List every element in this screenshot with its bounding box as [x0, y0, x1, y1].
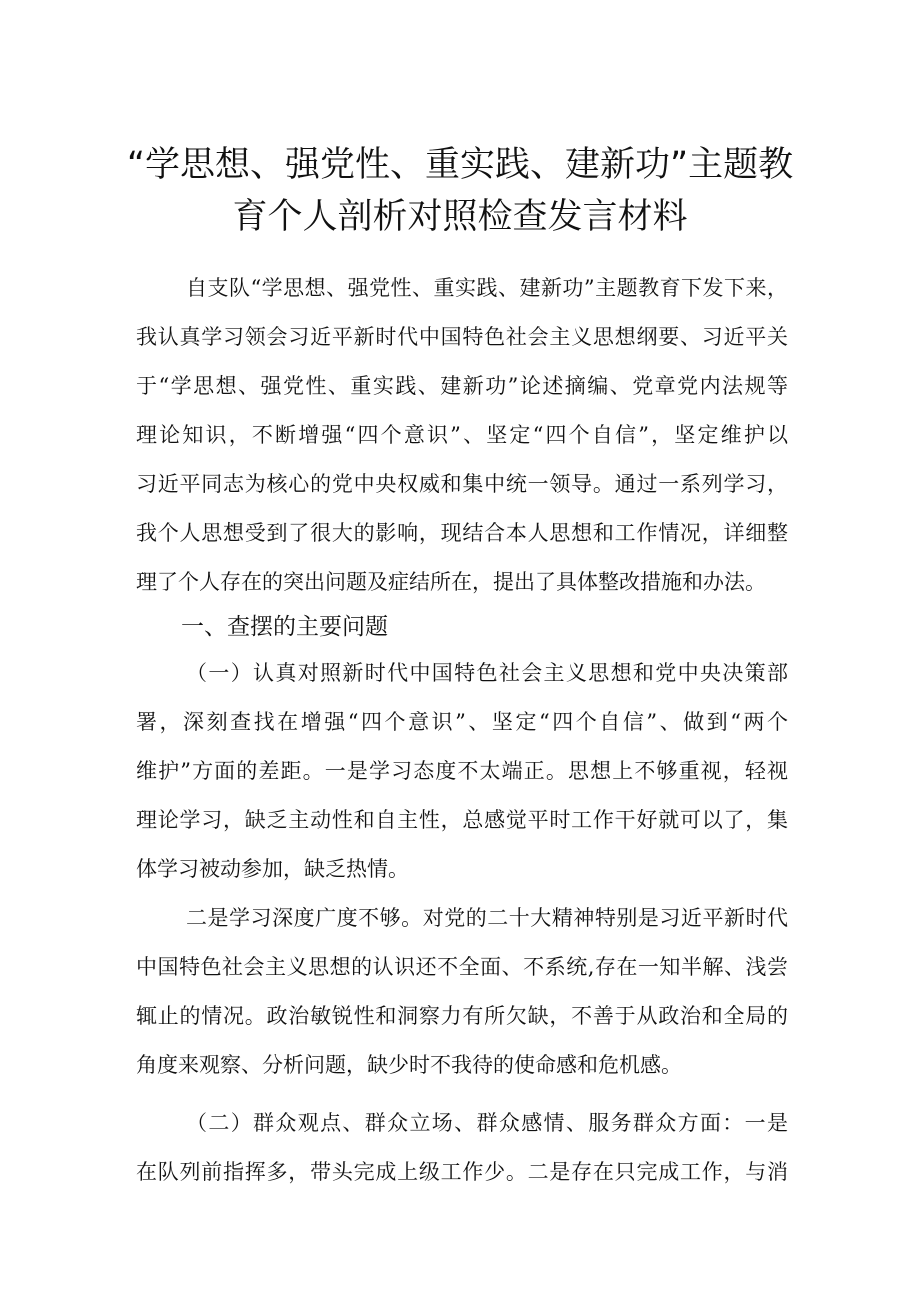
paragraph-2-line-4: 理论学习，缺乏主动性和自主性，总感觉平时工作干好就可以了，集 — [136, 808, 788, 832]
paragraph-3-line-3: 辄止的情况。政治敏锐性和洞察力有所欠缺，不善于从政治和全局的 — [136, 1004, 788, 1028]
paragraph-1-line-4: 理论知识，不断增强“四个意识”、坚定“四个自信”，坚定维护以 — [136, 423, 788, 447]
paragraph-4-line-1: （二）群众观点、群众立场、群众感情、服务群众方面：一是 — [186, 1111, 788, 1135]
section-heading: 一、查摆的主要问题 — [181, 614, 388, 640]
paragraph-4-line-2: 在队列前指挥多，带头完成上级工作少。二是存在只完成工作，与消 — [136, 1160, 788, 1184]
paragraph-2-line-1: （一）认真对照新时代中国特色社会主义思想和党中央决策部 — [186, 661, 788, 685]
paragraph-1-line-2: 我认真学习领会习近平新时代中国特色社会主义思想纲要、习近平关 — [136, 325, 788, 349]
paragraph-1-line-5: 习近平同志为核心的党中央权威和集中统一领导。通过一系列学习， — [136, 472, 788, 496]
document-title-line-1: “学思想、强党性、重实践、建新功”主题教 — [126, 145, 794, 185]
paragraph-1-line-3: 于“学思想、强党性、重实践、建新功”论述摘编、党章党内法规等 — [136, 374, 788, 398]
paragraph-3-line-4: 角度来观察、分析问题，缺少时不我待的使命感和危机感。 — [136, 1053, 682, 1077]
paragraph-1-line-6: 我个人思想受到了很大的影响，现结合本人思想和工作情况，详细整 — [136, 521, 788, 545]
paragraph-3-line-2: 中国特色社会主义思想的认识还不全面、不系统,存在一知半解、浅尝 — [136, 955, 788, 979]
paragraph-3-line-1: 二是学习深度广度不够。对党的二十大精神特别是习近平新时代 — [186, 906, 788, 930]
paragraph-2-line-5: 体学习被动参加，缺乏热情。 — [136, 857, 409, 881]
paragraph-1-line-1: 自支队“学思想、强党性、重实践、建新功”主题教育下发下来， — [186, 276, 788, 300]
paragraph-1-line-7: 理了个人存在的突出问题及症结所在，提出了具体整改措施和办法。 — [136, 570, 766, 594]
paragraph-2-line-2: 署，深刻查找在增强“四个意识”、坚定“四个自信”、做到“两个 — [136, 710, 788, 734]
document-title-line-2: 育个人剖析对照检查发言材料 — [232, 197, 688, 237]
paragraph-2-line-3: 维护”方面的差距。一是学习态度不太端正。思想上不够重视，轻视 — [136, 759, 788, 783]
